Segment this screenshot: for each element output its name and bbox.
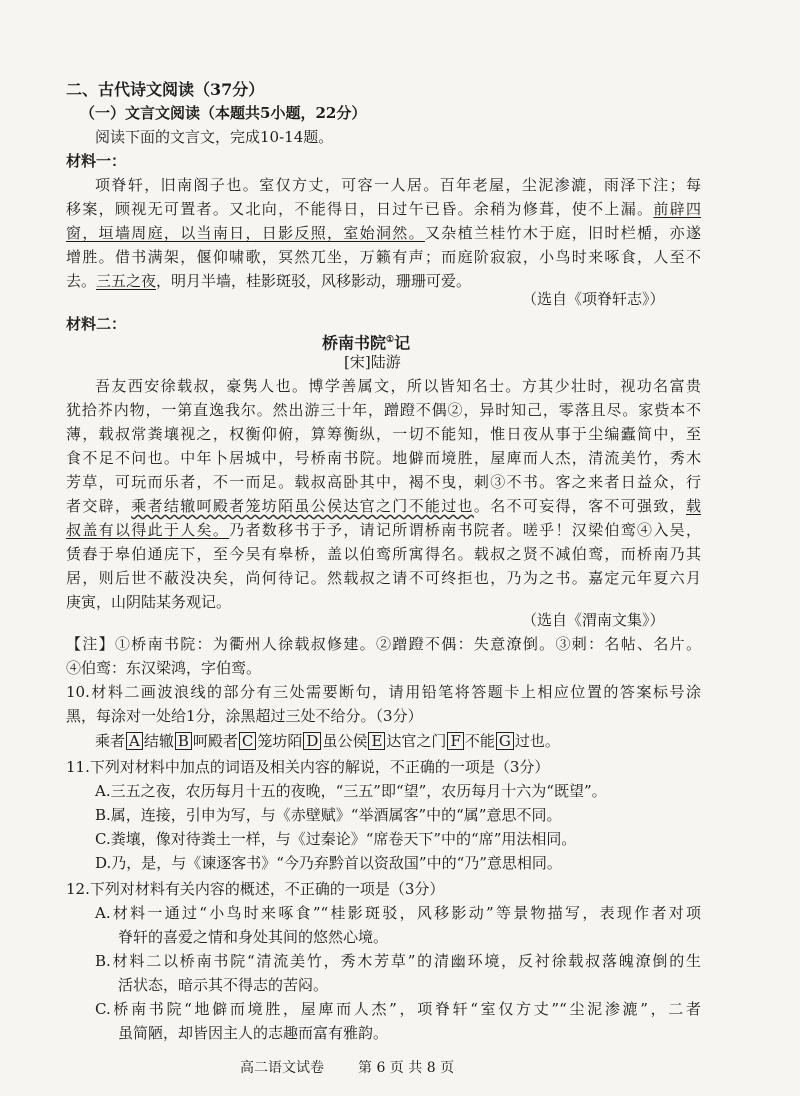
material2-underlined-text: 载 <box>685 497 701 515</box>
q12-option-C: C.桥南书院“地僻而境胜，屋庳而人杰”，项脊轩“室仅方丈”“尘泥渗漉”，二者 <box>95 1000 701 1018</box>
segment-text: 呵殿者 <box>192 732 238 750</box>
material2-title-text: 桥南书院 <box>322 333 387 353</box>
q11-option-C: C.粪壤，像对待粪土一样，与《过秦论》“席卷天下”中的“席”用法相同。 <box>95 830 577 848</box>
break-option-B[interactable]: B <box>175 732 192 750</box>
material1-line-3 <box>66 223 701 243</box>
break-option-D[interactable]: D <box>303 732 321 750</box>
material2-line-6 <box>66 496 701 516</box>
q10-stem-1: 10.材料二画波浪线的部分有三处需要断句，请用铅笔将答题卡上相应位置的答案标号涂 <box>66 683 701 701</box>
break-option-E[interactable]: E <box>368 732 385 750</box>
material2-line-3: 薄，载叔常粪壤视之，权衡仰俯，算筹衡纵，一切不能知，惟日夜从事于尘编蠹简中，至 <box>66 425 701 443</box>
material1-text: 又杂植兰桂竹木于庭，旧时栏楯，亦遂 <box>424 224 701 242</box>
instruction: 阅读下面的文言文，完成10-14题。 <box>95 128 334 146</box>
q12-option-B: B.材料二以桥南书院“清流美竹，秀木芳草”的清幽环境，反衬徐载叔落魄潦倒的生 <box>95 952 701 970</box>
q12-option-A-cont: 脊轩的喜爱之情和身处其间的悠然心境。 <box>118 928 389 946</box>
segment-text: 笼坊陌 <box>257 732 303 750</box>
q11-option-A: A.三五之夜，农历每月十五的夜晚，“三五”即“望”，农历每月十六为“既望”。 <box>95 782 607 800</box>
notes-line-2: ④伯鸾：东汉梁鸿，字伯鸾。 <box>66 659 262 677</box>
material1-line-2 <box>66 199 701 219</box>
material2-text: 乃者数移书于予，请记所谓桥南书院者。嗟乎！汉梁伯鸾④入吴， <box>229 521 701 539</box>
material2-title <box>322 330 410 353</box>
material2-author: [宋]陆游 <box>344 353 401 371</box>
break-option-G[interactable]: G <box>496 732 514 750</box>
material2-source: （选自《渭南文集》） <box>522 611 665 629</box>
notes-line-1: 【注】①桥南书院：为衢州人徐载叔修建。②蹭蹬不偶：失意潦倒。③刺：名帖、名片。 <box>66 635 701 653</box>
q11-option-B: B.属，连接，引申为写，与《赤壁赋》“举酒属客”中的“属”意思不同。 <box>95 806 562 824</box>
q12-stem: 12.下列对材料有关内容的概述，不正确的一项是（3分） <box>66 880 445 898</box>
material1-line-4: 增胜。借书满架，偃仰啸歌，冥然兀坐，万籁有声；而庭阶寂寂，小鸟时来啄食，人至不 <box>66 248 701 266</box>
material1-source: （选自《项脊轩志》） <box>522 290 665 308</box>
material1-text: 去。 <box>66 272 97 290</box>
material1-label: 材料一： <box>66 152 127 170</box>
material2-line-2: 犹拾芥内物，一第直逸我尔。然出游三十年，蹭蹬不偶②，异时知己，零落且尽。家赀本不 <box>66 401 701 419</box>
segment-text: 过也。 <box>514 732 560 750</box>
wavy-underlined-passage: 乘者结辙呵殿者笼坊陌虽公侯达官之门不能过也 <box>131 497 474 515</box>
material2-line-10: 庚寅，山阴陆某务观记。 <box>66 593 232 611</box>
q10-stem-2: 黑，每涂对一处给1分，涂黑超过三处不给分。（3分） <box>66 707 423 725</box>
material1-underlined-text: 前辟四 <box>653 200 701 218</box>
material1-line-1: 项脊轩，旧南阁子也。室仅方丈，可容一人居。百年老屋，尘泥渗漉，雨泽下注；每 <box>95 176 701 194</box>
segment-text: 乘者 <box>95 732 126 750</box>
q11-stem: 11.下列对材料中加点的词语及相关内容的解说，不正确的一项是（3分） <box>66 758 550 776</box>
break-option-C[interactable]: C <box>239 732 256 750</box>
subsection-title: （一）文言文阅读（本题共5小题，22分） <box>80 104 367 122</box>
material1-dotted-term: 三五之夜 <box>96 272 157 290</box>
section-title: 二、古代诗文阅读（37分） <box>66 80 265 99</box>
material2-line-9: 居，则后世不蔽没决矣，尚何待记。然载叔之请不可终拒也，乃为之书。嘉定元年夏六月 <box>66 569 701 587</box>
material1-underlined-text: 窗，垣墙周庭，以当南日，日影反照，室始洞然。 <box>66 224 425 242</box>
material2-label: 材料二： <box>66 315 127 333</box>
q12-option-A: A.材料一通过“小鸟时来啄食”“桂影斑驳，风移影动”等景物描写，表现作者对项 <box>95 904 701 922</box>
material2-title-end: 记 <box>394 333 411 353</box>
break-option-A[interactable]: A <box>126 732 143 750</box>
q12-option-B-cont: 活状态，暗示其不得志的苦闷。 <box>118 976 329 994</box>
material2-line-5: 芳草，可玩而乐者，不一而足。载叔高卧其中，褐不曳，刺③不书。客之来者日益众，行 <box>66 473 701 491</box>
material2-line-1: 吾友西安徐载叔，豪隽人也。博学善属文，所以皆知名士。方其少壮时，视功名富贵 <box>95 377 701 395</box>
break-option-F[interactable]: F <box>447 732 463 750</box>
segment-text: 达官之门 <box>386 732 447 750</box>
q12-option-C-cont: 虽简陋，却皆因主人的志趣而富有雅韵。 <box>118 1024 389 1042</box>
material1-line-5 <box>66 271 471 291</box>
material2-line-4: 食不足不问也。中年卜居城中，号桥南书院。地僻而境胜，屋庳而人杰，清流美竹，秀木 <box>66 449 701 467</box>
footer-page-number: 第 6 页 共 8 页 <box>358 1060 455 1076</box>
segment-text: 不能 <box>464 732 495 750</box>
material2-text: 者交辟， <box>66 497 132 515</box>
segment-text: 结辙 <box>143 732 174 750</box>
material2-text: 。名不可妄得，客不可强致， <box>473 497 686 515</box>
footer-exam-name: 高二语文试卷 <box>240 1060 324 1076</box>
q11-option-D: D.乃，是，与《谏逐客书》“今乃弃黔首以资敌国”中的“乃”意思相同。 <box>95 854 562 872</box>
footnote-mark: ① <box>386 335 395 345</box>
material1-text: ，明月半墙，桂影斑驳，风移影动，珊珊可爱。 <box>156 272 472 290</box>
q10-segments <box>95 731 560 751</box>
material2-underlined-text: 叔盖有以得此于人矣。 <box>66 521 230 539</box>
segment-text: 虽公侯 <box>322 732 368 750</box>
material1-text: 移案，顾视无可置者。又北向，不能得日，日过午已昏。余稍为修葺，使不上漏。 <box>66 200 654 218</box>
material2-line-8: 赁舂于皋伯通庑下，至今吴有皋桥，盖以伯鸾所寓得名。载叔之贤不减伯鸾，而桥南乃其 <box>66 545 701 563</box>
material2-line-7 <box>66 520 701 540</box>
